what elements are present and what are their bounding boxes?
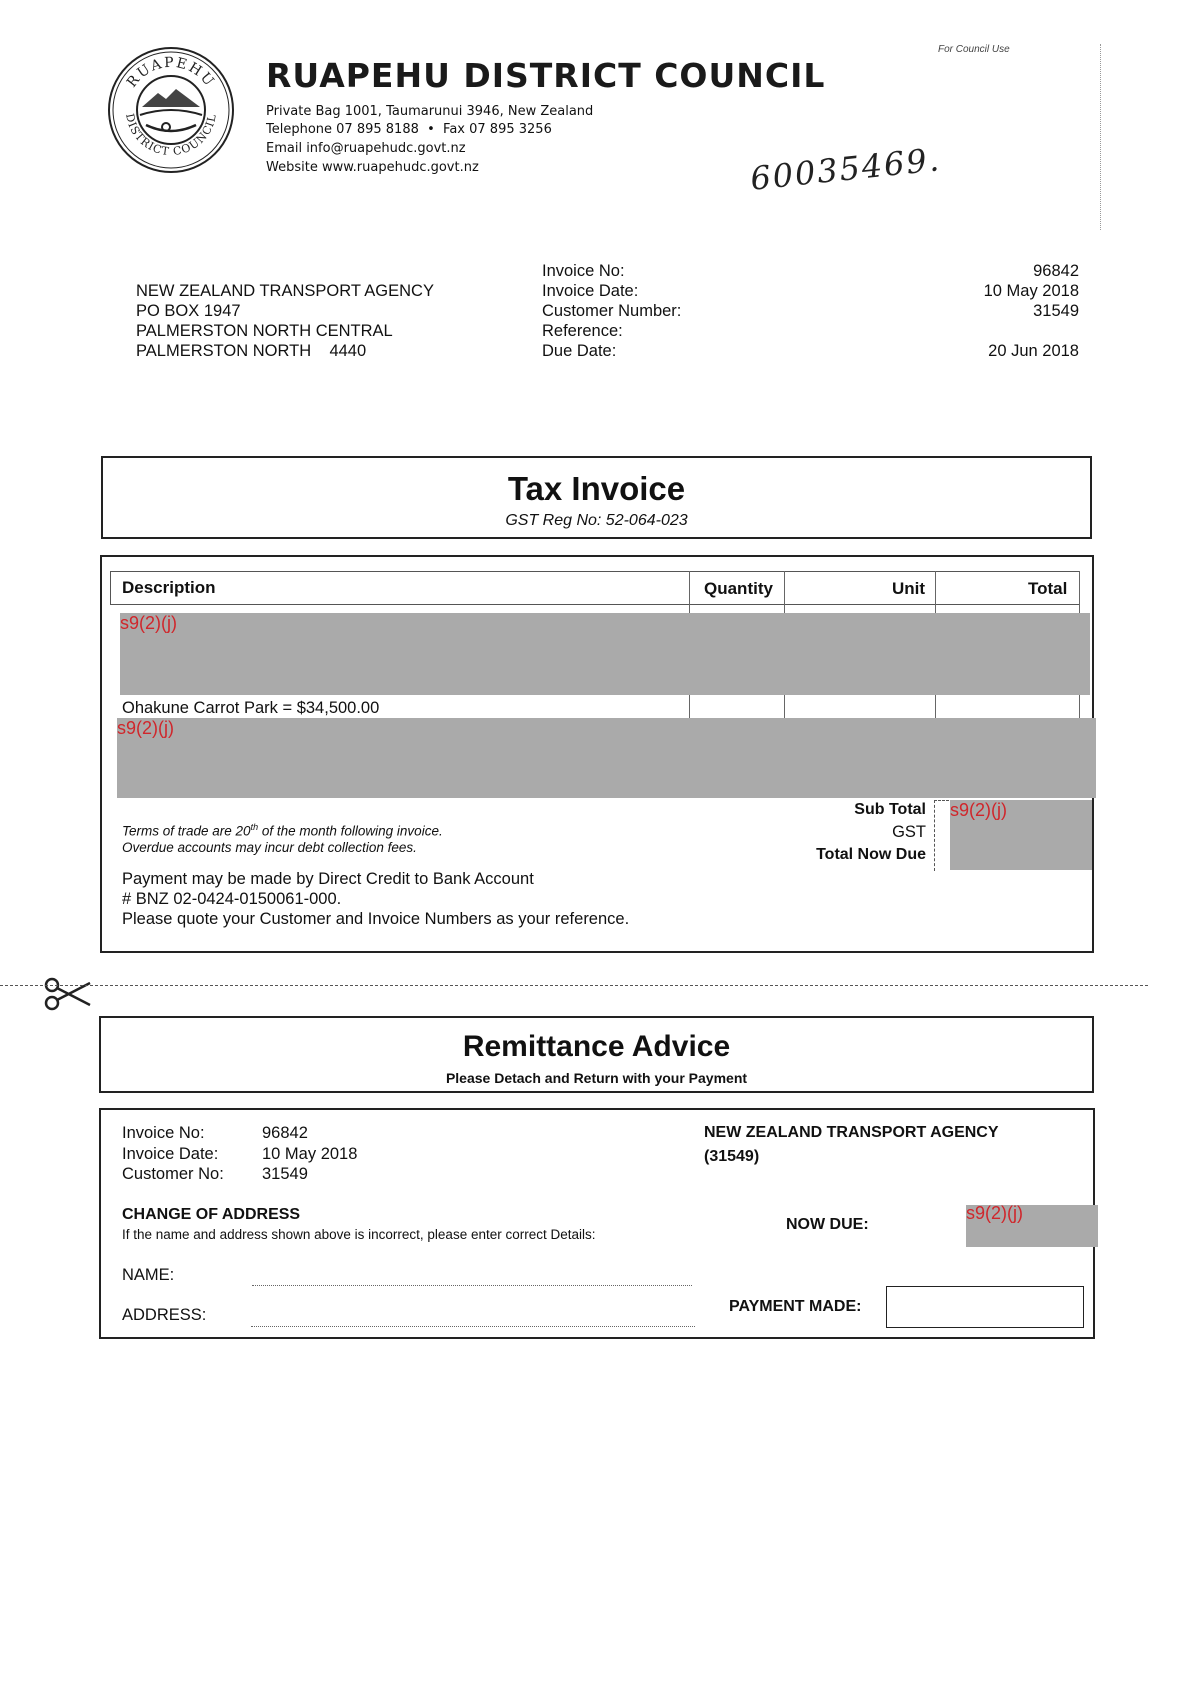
remittance-title: Remittance Advice bbox=[462, 1030, 731, 1063]
council-use-divider bbox=[1100, 44, 1101, 230]
col-header-total: Total bbox=[1028, 579, 1068, 598]
remit-customer-no-label: Customer No: bbox=[122, 1165, 224, 1183]
remit-invoice-no-value: 96842 bbox=[262, 1124, 308, 1142]
council-website: Website www.ruapehudc.govt.nz bbox=[266, 160, 479, 175]
remit-invoice-date-label: Invoice Date: bbox=[122, 1145, 219, 1163]
terms-line-1 bbox=[122, 822, 443, 839]
remit-invoice-date-value: 10 May 2018 bbox=[262, 1145, 358, 1163]
redaction-block-1 bbox=[120, 613, 1090, 695]
scissors-icon bbox=[42, 975, 94, 1013]
change-of-address-title: CHANGE OF ADDRESS bbox=[122, 1206, 301, 1223]
remittance-subtitle: Please Detach and Return with your Payment bbox=[445, 1070, 748, 1086]
reference-label: Reference: bbox=[542, 322, 623, 340]
now-due-redaction-code: s9(2)(j) bbox=[966, 1203, 1023, 1223]
customer-number-value: 31549 bbox=[1033, 302, 1079, 320]
invoice-date-value: 10 May 2018 bbox=[983, 282, 1079, 300]
recipient-line-2: PO BOX 1947 bbox=[136, 302, 241, 320]
invoice-no-value: 96842 bbox=[1033, 262, 1079, 280]
council-phone: Telephone 07 895 8188 • Fax 07 895 3256 bbox=[266, 122, 552, 137]
svg-text:DISTRICT COUNCIL: DISTRICT COUNCIL bbox=[123, 112, 219, 159]
terms-line-1-sup: th bbox=[250, 822, 259, 832]
remit-invoice-no-label: Invoice No: bbox=[122, 1124, 205, 1142]
invoice-date-label: Invoice Date: bbox=[542, 282, 639, 300]
handwritten-number: 60035469. bbox=[748, 140, 943, 198]
council-address: Private Bag 1001, Taumarunui 3946, New Zealand bbox=[266, 104, 594, 119]
gst-reg-number: GST Reg No: 52-064-023 bbox=[505, 512, 688, 529]
detach-dashed-line bbox=[0, 985, 1148, 986]
address-label: ADDRESS: bbox=[122, 1306, 207, 1324]
gst-label: GST bbox=[892, 823, 926, 841]
for-council-use-label: For Council Use bbox=[938, 44, 1010, 55]
terms-line-1-pre: Terms of trade are 20 bbox=[122, 823, 251, 839]
council-email: Email info@ruapehudc.govt.nz bbox=[266, 141, 466, 156]
payment-line-2: # BNZ 02-0424-0150061-000. bbox=[122, 890, 342, 908]
invoice-no-label: Invoice No: bbox=[542, 262, 625, 280]
col-header-unit: Unit bbox=[892, 579, 926, 598]
total-now-due-label: Total Now Due bbox=[816, 846, 926, 863]
remit-payee-name: NEW ZEALAND TRANSPORT AGENCY bbox=[704, 1124, 999, 1141]
name-input-line[interactable] bbox=[252, 1285, 692, 1286]
council-logo-icon bbox=[106, 45, 236, 175]
recipient-line-1: NEW ZEALAND TRANSPORT AGENCY bbox=[136, 282, 434, 300]
terms-line-1-post: of the month following invoice. bbox=[258, 823, 443, 839]
remit-payee-number: (31549) bbox=[704, 1148, 760, 1165]
now-due-label: NOW DUE: bbox=[786, 1216, 869, 1233]
payment-made-input-box[interactable] bbox=[886, 1286, 1084, 1328]
totals-box-outline bbox=[934, 800, 949, 871]
payment-line-3: Please quote your Customer and Invoice Numbers as your reference. bbox=[122, 910, 630, 928]
redaction-block-2 bbox=[117, 718, 1096, 798]
tax-invoice-header-box bbox=[101, 456, 1092, 539]
payment-line-1: Payment may be made by Direct Credit to Bank Account bbox=[122, 870, 534, 888]
address-input-line[interactable] bbox=[251, 1326, 695, 1327]
payment-made-label: PAYMENT MADE: bbox=[729, 1298, 862, 1315]
council-name: RUAPEHU DISTRICT COUNCIL bbox=[266, 56, 826, 95]
tax-invoice-title: Tax Invoice bbox=[507, 470, 686, 507]
col-header-quantity: Quantity bbox=[704, 579, 773, 598]
remittance-header-box bbox=[99, 1016, 1094, 1093]
recipient-line-4: PALMERSTON NORTH 4440 bbox=[136, 342, 367, 360]
svg-text:RUAPEHU: RUAPEHU bbox=[124, 54, 218, 91]
change-of-address-text: If the name and address shown above is incorrect, please enter correct Details: bbox=[122, 1227, 596, 1242]
council-logo bbox=[106, 45, 236, 175]
sub-total-label: Sub Total bbox=[854, 801, 926, 818]
customer-number-label: Customer Number: bbox=[542, 302, 682, 320]
remit-customer-no-value: 31549 bbox=[262, 1165, 308, 1183]
terms-line-2: Overdue accounts may incur debt collection fees. bbox=[122, 840, 417, 855]
line-item-text: Ohakune Carrot Park = $34,500.00 bbox=[122, 699, 380, 717]
totals-redaction-code: s9(2)(j) bbox=[950, 800, 1007, 820]
col-header-description: Description bbox=[122, 578, 216, 597]
redaction-code-2: s9(2)(j) bbox=[117, 718, 174, 738]
due-date-value: 20 Jun 2018 bbox=[988, 342, 1079, 360]
recipient-line-3: PALMERSTON NORTH CENTRAL bbox=[136, 322, 393, 340]
due-date-label: Due Date: bbox=[542, 342, 617, 360]
redaction-code-1: s9(2)(j) bbox=[120, 613, 177, 633]
name-label: NAME: bbox=[122, 1266, 175, 1284]
